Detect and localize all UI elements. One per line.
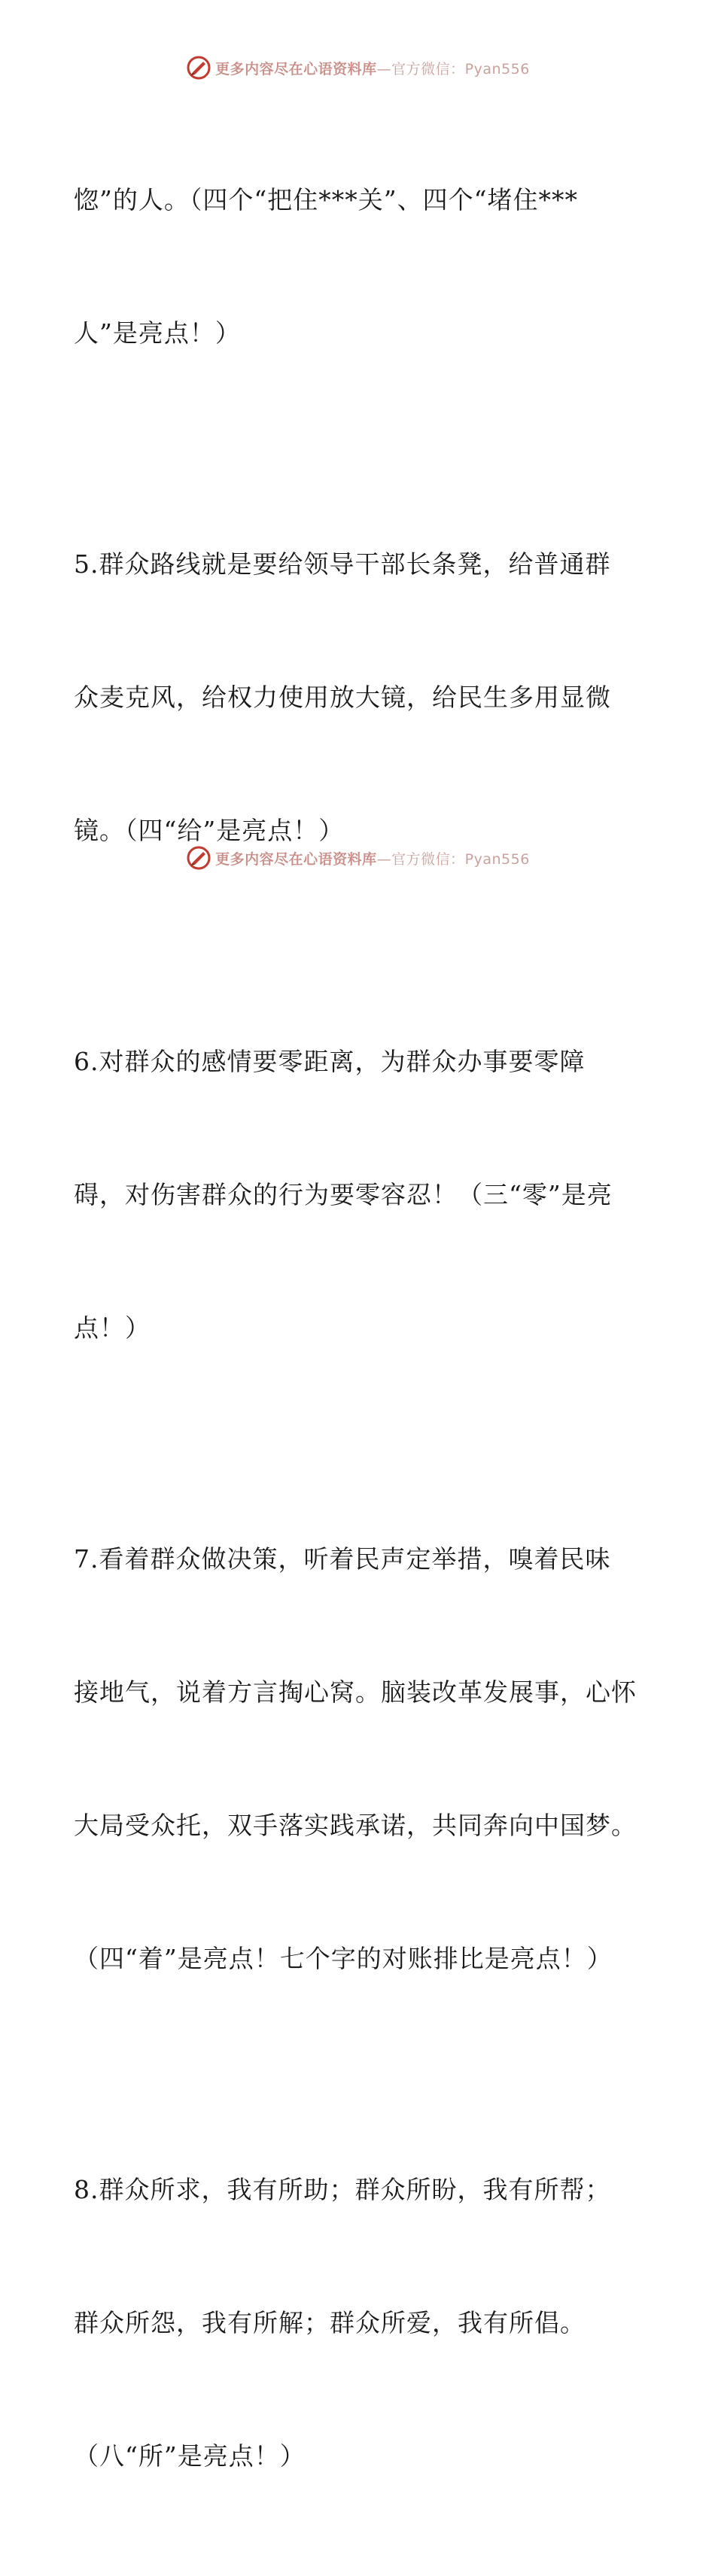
banner-inner (185, 54, 530, 81)
text-line: 大局受众托，双手落实践承诺，共同奔向中国梦。 (74, 1811, 637, 1840)
banner-inner (185, 844, 530, 871)
text-line: 点！） (74, 1313, 151, 1343)
pen-logo-icon (185, 844, 212, 871)
text-line: 镜。（四“给”是亮点！） (74, 816, 345, 845)
header-banner (0, 53, 715, 83)
paragraph-item-7 (74, 1448, 646, 2070)
banner-brand: 更多内容尽在心语资料库 (215, 60, 377, 78)
text-line: 人”是亮点！） (74, 318, 241, 348)
banner-separator: — (376, 850, 392, 868)
text-line: （八“所”是亮点！） (74, 2441, 306, 2471)
paragraph-item-6 (74, 950, 646, 1439)
text-line: 接地气，说着方言掏心窝。脑装改革发展事，心怀 (74, 1677, 637, 1707)
text-line: 5.群众路线就是要给领导干部长条凳，给普通群 (74, 549, 611, 579)
text-line: 8.群众所求，我有所助；群众所盼，我有所帮； (74, 2175, 611, 2204)
banner-text (215, 58, 530, 78)
text-line: 群众所怨，我有所解；群众所爱，我有所倡。 (74, 2308, 586, 2337)
banner-separator: — (376, 60, 392, 78)
paragraph-continued (74, 89, 646, 444)
banner-text (215, 848, 530, 868)
footer-banner (0, 843, 715, 873)
text-line: 惚”的人。（四个“把住***关”、四个“堵住*** (74, 185, 578, 214)
text-line: 众麦克风，给权力使用放大镜，给民生多用显微 (74, 683, 611, 712)
banner-official: 官方微信：Pyan556 (391, 60, 530, 78)
banner-official: 官方微信：Pyan556 (391, 850, 530, 868)
text-line: （四“着”是亮点！七个字的对账排比是亮点！） (74, 1944, 613, 1973)
pen-logo-icon (185, 54, 212, 81)
text-line: 6.对群众的感情要零距离，为群众办事要零障 (74, 1047, 586, 1076)
banner-brand: 更多内容尽在心语资料库 (215, 850, 377, 868)
document-body (74, 89, 646, 2576)
text-line: 7.看着群众做决策，听着民声定举措，嗅着民味 (74, 1544, 611, 1574)
paragraph-item-8 (74, 2079, 646, 2567)
text-line: 碍，对伤害群众的行为要零容忍！（三“零”是亮 (74, 1180, 613, 1209)
